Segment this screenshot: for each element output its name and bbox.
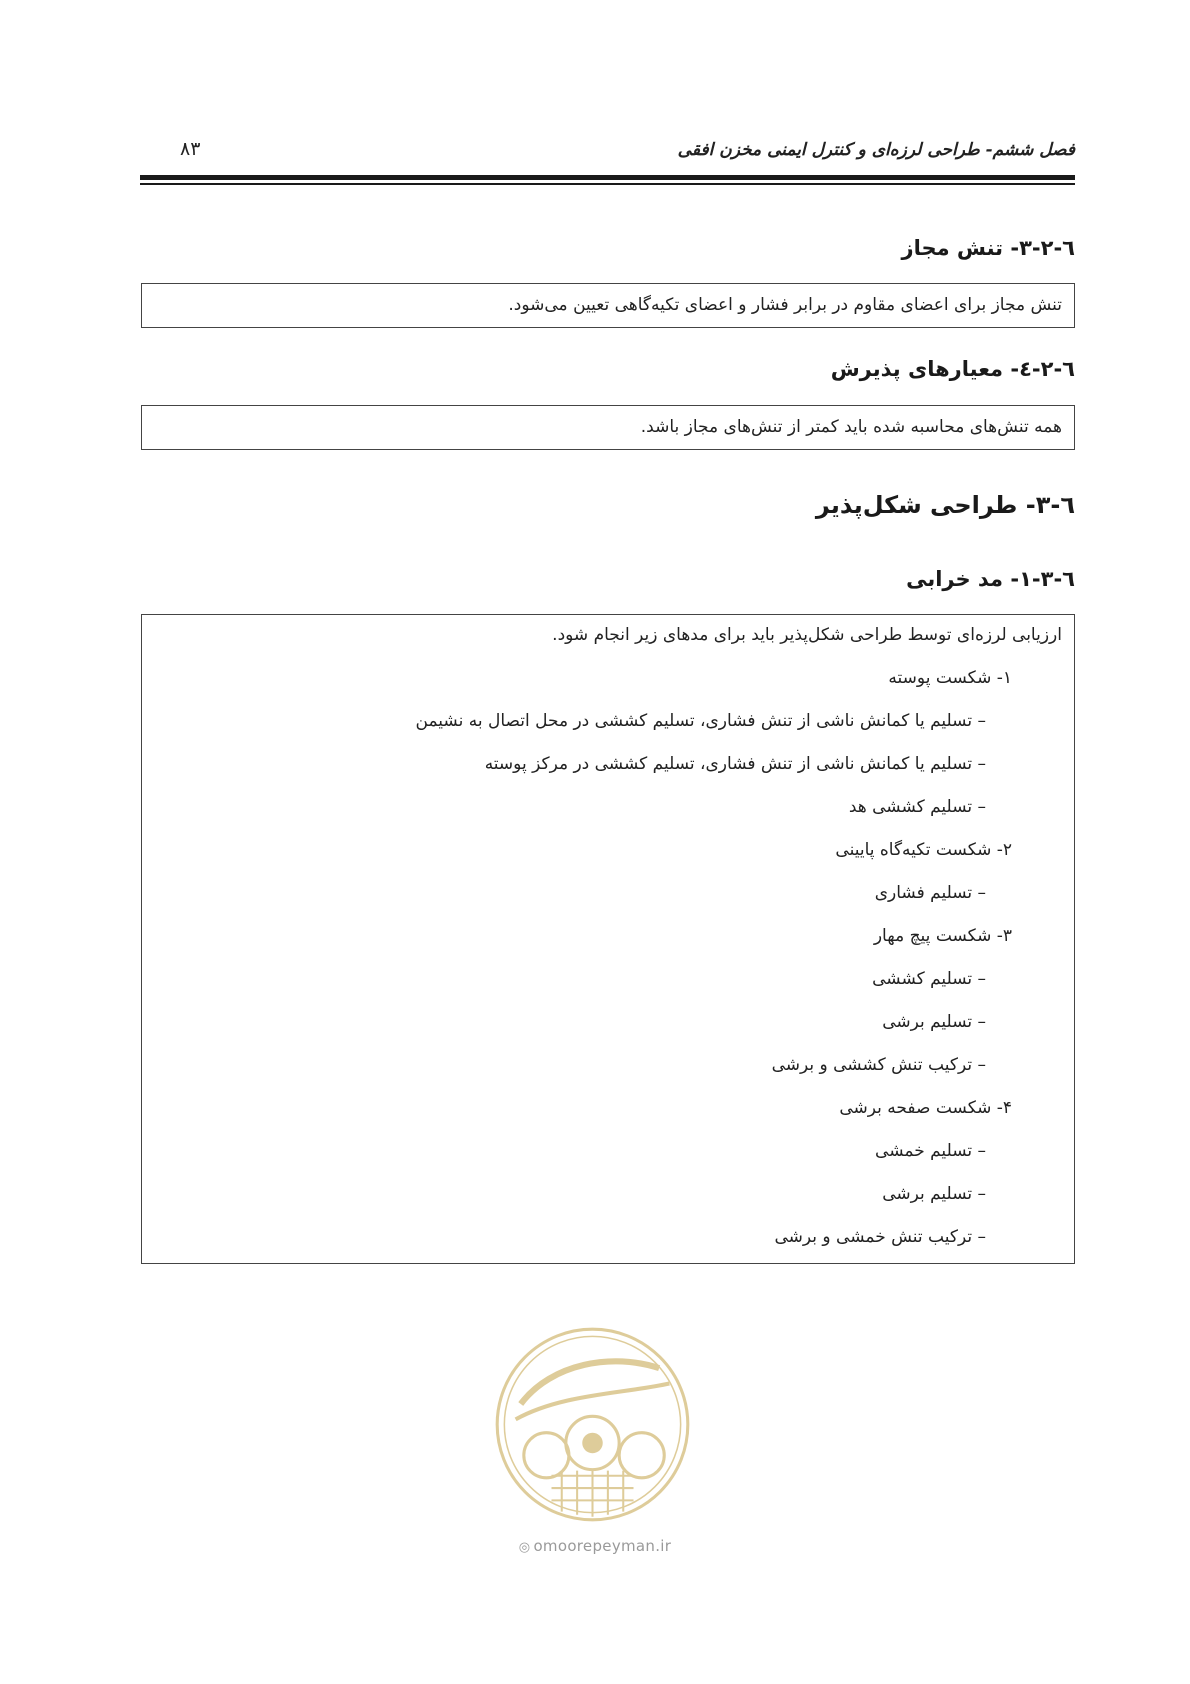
- failure-mode-item: – تسلیم یا کمانش ناشی از تنش فشاری، تسلیم کششی در محل اتصال به نشیمن: [415, 711, 986, 731]
- section-heading-6-3-1: ٦-٣-١- مد خرابی: [906, 567, 1075, 591]
- section-heading-6-2-4: ٦-٢-٤- معیارهای پذیرش: [830, 357, 1075, 381]
- section-heading-6-3: ٦-٣- طراحی شکل‌پذیر: [815, 491, 1075, 519]
- allowable-stress-box: [141, 283, 1075, 328]
- watermark-url: [0, 1537, 1190, 1555]
- failure-mode-label: ۱- شکست پوسته: [888, 668, 1012, 688]
- failure-mode-label: ۲- شکست تکیه‌گاه پایینی: [835, 840, 1012, 860]
- failure-mode-label: ۴- شکست صفحه برشی: [839, 1098, 1012, 1118]
- failure-mode-item: – تسلیم برشی: [882, 1184, 986, 1204]
- page-number: ۸۳: [180, 138, 201, 160]
- running-header: [140, 138, 1075, 168]
- failure-mode-item: – تسلیم برشی: [882, 1012, 986, 1032]
- failure-modes-intro: ارزیابی لرزه‌ای توسط طراحی شکل‌پذیر باید برای مدهای زیر انجام شود.: [552, 625, 1062, 645]
- acceptance-criteria-box: [141, 405, 1075, 450]
- allowable-stress-text: تنش مجاز برای اعضای مقاوم در برابر فشار و اعضای تکیه‌گاهی تعیین می‌شود.: [508, 295, 1062, 315]
- header-rule-thick: [140, 175, 1075, 180]
- failure-modes-box: [141, 614, 1075, 1264]
- omoorepeyman-logo-icon: [490, 1322, 695, 1527]
- failure-mode-item: – تسلیم کششی هد: [848, 797, 986, 817]
- failure-mode-label: ۳- شکست پیچ مهار: [873, 926, 1012, 946]
- failure-mode-item: – ترکیب تنش خمشی و برشی: [774, 1227, 986, 1247]
- chapter-title: فصل ششم- طراحی لرزه‌ای و کنترل ایمنی مخزن افقی: [677, 140, 1075, 160]
- at-icon: ◎: [518, 1540, 531, 1555]
- header-rule-thin: [140, 183, 1075, 185]
- failure-mode-item: – ترکیب تنش کششی و برشی: [771, 1055, 986, 1075]
- failure-mode-item: – تسلیم فشاری: [874, 883, 986, 903]
- failure-mode-item: – تسلیم کششی: [872, 969, 986, 989]
- watermark-url-text: omoorepeyman.ir: [533, 1537, 672, 1555]
- acceptance-criteria-text: همه تنش‌های محاسبه شده باید کمتر از تنش‌های مجاز باشد.: [640, 417, 1062, 437]
- failure-mode-item: – تسلیم یا کمانش ناشی از تنش فشاری، تسلیم کششی در مرکز پوسته: [484, 754, 986, 774]
- section-heading-6-2-3: ٦-٢-٣- تنش مجاز: [901, 236, 1075, 260]
- failure-mode-item: – تسلیم خمشی: [875, 1141, 986, 1161]
